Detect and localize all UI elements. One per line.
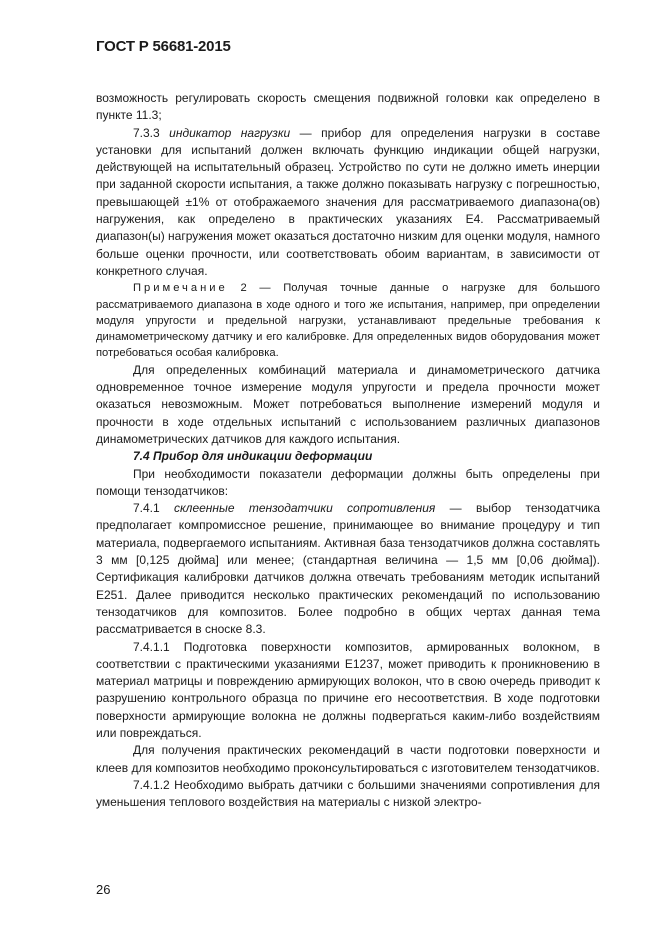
clause-term: индикатор нагрузки — [169, 125, 291, 140]
clause-text: — выбор тензодатчика предполагает компромиссное решение, принимающее во внимание процедуру и тип материала, подвергаемого испытаниям. Активная база тензодатчиков должна составлять 3 мм [0,125 дюйма] или менее; (стандартная величина — 1,5 мм [0,06 дюйма]). Сертификация калибровки датчиков должна отвечать требованиям методик испытаний Е251. Далее приводится несколько практических рекомендаций по использованию тензодатчиков для композитов. Более подробно в общих чертах данная тема рассматривается в сноске 8.3. — [96, 501, 600, 637]
paragraph-strain-intro: При необходимости показатели деформации должны быть определены при помощи тензодатчиков: — [96, 466, 600, 498]
note-text: 2 — Получая точные данные о нагрузке для большого рассматриваемого диапазона в ходе одного и того же испытания, например, при определении модуля упругости и предельной нагрузки, устанавливают предельные требования к динамометрическому датчику и его калибровке. Для определенных видов оборудования может потребоваться особая калибровка. — [96, 282, 600, 360]
note-2 — [96, 280, 600, 361]
paragraph-surface-prep: Для получения практических рекомендаций в части подготовки поверхности и клеев для композитов необходимо проконсультироваться с изготовителем тензодатчиков. — [96, 743, 600, 775]
paragraph-7-4-1 — [96, 500, 600, 638]
paragraph-load-cells: Для определенных комбинаций материала и динамометрического датчика одновременное точное измерение модуля упругости и предела прочности может оказаться невозможным. Может потребоваться выполнение измерений модуля и прочности в ходе отдельных испытаний с использованием различных диапазонов динамометрических датчиков для каждого испытания. — [96, 362, 600, 446]
document-body — [96, 90, 600, 811]
clause-number: 7.3.3 — [133, 125, 170, 140]
note-label: Примечание — [133, 282, 228, 295]
page-number: 26 — [96, 882, 111, 897]
paragraph-7-3-3 — [96, 125, 600, 281]
paragraph-7-4-1-2: 7.4.1.2 Необходимо выбрать датчики с большими значениями сопротивления для уменьшения теплового воздействия на материалы с низкой электро- — [96, 777, 600, 810]
document-id: ГОСТ Р 56681-2015 — [96, 38, 231, 55]
paragraph-continuation: возможность регулировать скорость смещения подвижной головки как определено в пункте 11.3; — [96, 91, 600, 123]
clause-term: склеенные тензодатчики сопротивления — [174, 501, 436, 516]
clause-number: 7.4.1 — [133, 501, 175, 516]
section-title-7-4: 7.4 Прибор для индикации деформации — [133, 449, 373, 464]
paragraph-7-4-1-1: 7.4.1.1 Подготовка поверхности композитов, армированных волокном, в соответствии с практическими указаниями Е1237, может приводить к проникновению в материал матрицы и повреждению армирующих волокон, что в свою очередь приводит к разрушению контрольного образца по причине его несоответствия. В ходе подготовки поверхности армирующие волокна не должны подвергаться каким-либо воздействиям или повреждаться. — [96, 639, 600, 740]
clause-text: — прибор для определения нагрузки в составе установки для испытаний должен включать функцию индикации общей нагрузки, действующей на испытательный образец. Устройство по сути не должно иметь инерции при заданной скорости испытания, а также должно показывать нагрузку с погрешностью, превышающей ±1% от отображаемого значения для рассматриваемого диапазона(ов) нагружения, как определено в практических указаниях Е4. Рассматриваемый диапазон(ы) нагружения может оказаться достаточно низким для оценки модуля, намного больше оценки прочности, или соответствовать обоим вариантам, в зависимости от конкретного случая. — [96, 125, 600, 278]
